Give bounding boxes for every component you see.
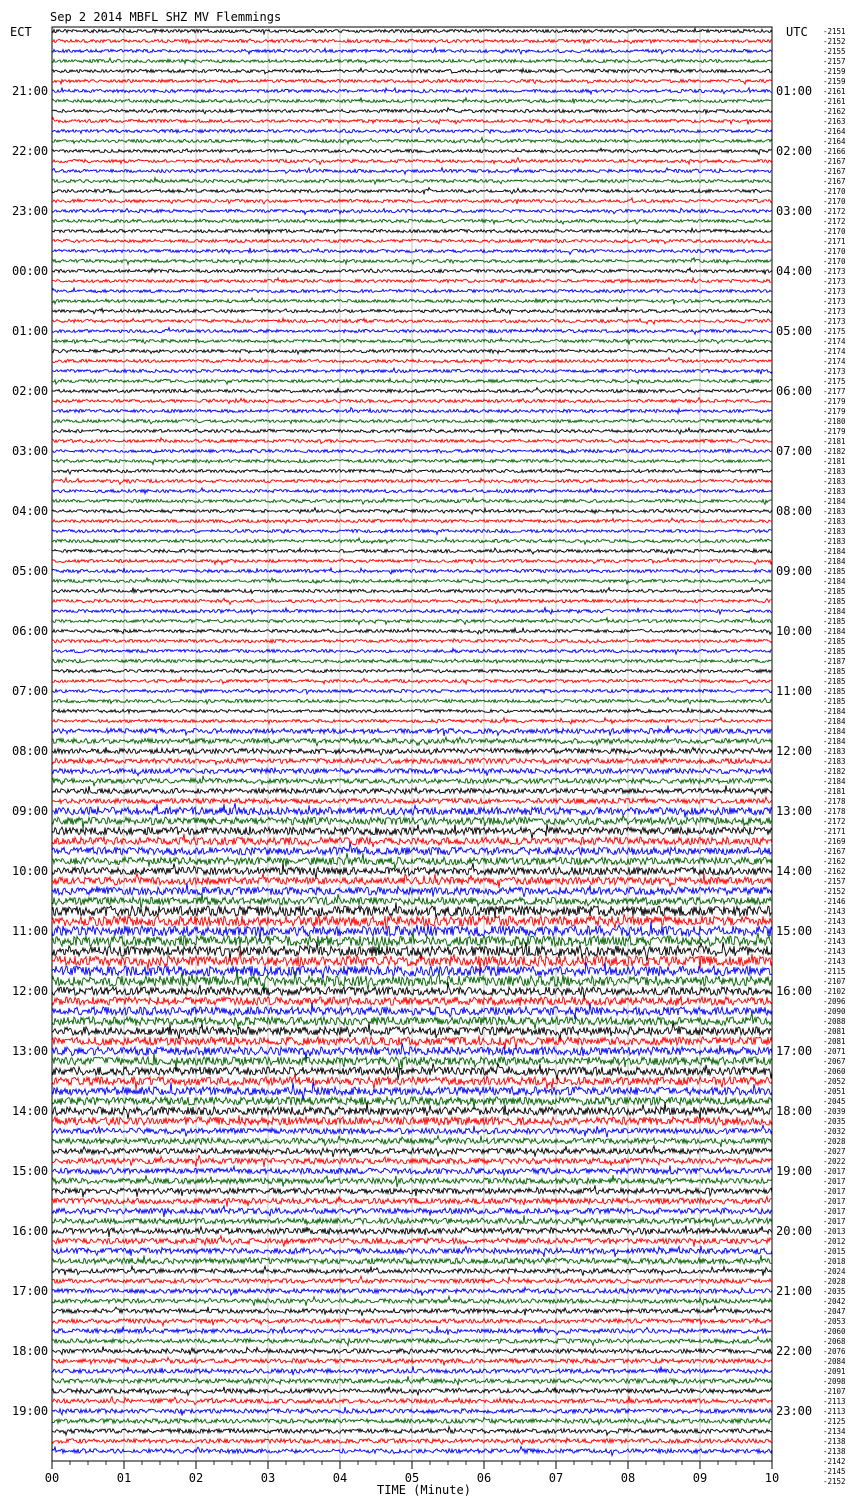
offset-label: -2172 [823, 817, 846, 826]
offset-label: -2174 [823, 347, 846, 356]
right-hour-label: 07:00 [776, 444, 813, 458]
offset-label: -2143 [823, 937, 846, 946]
offset-label: -2173 [823, 287, 846, 296]
right-zone-label: UTC [786, 25, 808, 39]
offset-label: -2143 [823, 927, 846, 936]
offset-label: -2039 [823, 1107, 846, 1116]
offset-label: -2170 [823, 227, 846, 236]
offset-label: -2060 [823, 1067, 846, 1076]
offset-label: -2013 [823, 1227, 846, 1236]
left-hour-label: 14:00 [12, 1104, 49, 1118]
offset-label: -2185 [823, 697, 846, 706]
offset-label: -2076 [823, 1347, 846, 1356]
right-offset-labels [823, 27, 846, 1486]
offset-label: -2115 [823, 967, 846, 976]
x-tick-label: 04 [332, 1471, 348, 1485]
left-hour-label: 03:00 [12, 444, 49, 458]
right-hour-label: 15:00 [776, 924, 813, 938]
offset-label: -2167 [823, 157, 846, 166]
left-hour-label: 13:00 [12, 1044, 49, 1058]
offset-label: -2045 [823, 1097, 846, 1106]
x-tick-label: 07 [548, 1471, 564, 1485]
offset-label: -2181 [823, 457, 846, 466]
chart-title: Sep 2 2014 MBFL SHZ MV Flemmings [50, 10, 282, 24]
offset-label: -2170 [823, 247, 846, 256]
offset-label: -2179 [823, 397, 846, 406]
offset-label: -2173 [823, 277, 846, 286]
offset-label: -2017 [823, 1197, 846, 1206]
offset-label: -2182 [823, 447, 846, 456]
offset-label: -2142 [823, 1457, 846, 1466]
offset-label: -2161 [823, 87, 846, 96]
offset-label: -2184 [823, 497, 846, 506]
right-hour-label: 13:00 [776, 804, 813, 818]
offset-label: -2096 [823, 997, 846, 1006]
left-zone-label: ECT [10, 25, 32, 39]
offset-label: -2167 [823, 847, 846, 856]
offset-label: -2152 [823, 1477, 846, 1486]
offset-label: -2113 [823, 1407, 846, 1416]
x-tick-label: 10 [764, 1471, 780, 1485]
offset-label: -2173 [823, 367, 846, 376]
offset-label: -2169 [823, 837, 846, 846]
offset-label: -2184 [823, 547, 846, 556]
offset-label: -2125 [823, 1417, 846, 1426]
offset-label: -2185 [823, 567, 846, 576]
x-tick-label: 02 [188, 1471, 204, 1485]
offset-label: -2183 [823, 527, 846, 536]
offset-label: -2017 [823, 1187, 846, 1196]
offset-label: -2164 [823, 137, 846, 146]
left-hour-label: 08:00 [12, 744, 49, 758]
offset-label: -2174 [823, 337, 846, 346]
offset-label: -2181 [823, 437, 846, 446]
right-hour-label: 10:00 [776, 624, 813, 638]
offset-label: -2071 [823, 1047, 846, 1056]
right-hour-label: 17:00 [776, 1044, 813, 1058]
offset-label: -2052 [823, 1077, 846, 1086]
offset-label: -2163 [823, 117, 846, 126]
offset-label: -2185 [823, 597, 846, 606]
offset-label: -2180 [823, 417, 846, 426]
right-hour-label: 23:00 [776, 1404, 813, 1418]
left-hour-label: 15:00 [12, 1164, 49, 1178]
offset-label: -2162 [823, 107, 846, 116]
offset-label: -2183 [823, 487, 846, 496]
left-hour-label: 17:00 [12, 1284, 49, 1298]
offset-label: -2138 [823, 1447, 846, 1456]
offset-label: -2088 [823, 1017, 846, 1026]
offset-label: -2134 [823, 1427, 846, 1436]
left-hour-label: 22:00 [12, 144, 49, 158]
offset-label: -2042 [823, 1297, 846, 1306]
offset-label: -2068 [823, 1337, 846, 1346]
x-tick-label: 00 [44, 1471, 60, 1485]
offset-label: -2017 [823, 1167, 846, 1176]
offset-label: -2175 [823, 327, 846, 336]
offset-label: -2098 [823, 1377, 846, 1386]
right-hour-label: 20:00 [776, 1224, 813, 1238]
offset-label: -2060 [823, 1327, 846, 1336]
offset-label: -2167 [823, 167, 846, 176]
right-hour-label: 11:00 [776, 684, 813, 698]
offset-label: -2184 [823, 577, 846, 586]
offset-label: -2184 [823, 627, 846, 636]
left-hour-label: 09:00 [12, 804, 49, 818]
left-hour-label: 06:00 [12, 624, 49, 638]
right-hour-label: 03:00 [776, 204, 813, 218]
left-hour-label: 07:00 [12, 684, 49, 698]
left-hour-label: 23:00 [12, 204, 49, 218]
offset-label: -2173 [823, 267, 846, 276]
offset-label: -2081 [823, 1027, 846, 1036]
offset-label: -2175 [823, 377, 846, 386]
offset-label: -2028 [823, 1137, 846, 1146]
offset-label: -2151 [823, 27, 846, 36]
right-hour-label: 16:00 [776, 984, 813, 998]
offset-label: -2107 [823, 1387, 846, 1396]
offset-label: -2172 [823, 217, 846, 226]
left-hour-label: 16:00 [12, 1224, 49, 1238]
left-hour-label: 01:00 [12, 324, 49, 338]
offset-label: -2185 [823, 677, 846, 686]
x-tick-label: 06 [476, 1471, 492, 1485]
offset-label: -2184 [823, 737, 846, 746]
right-hour-label: 08:00 [776, 504, 813, 518]
left-hour-label: 02:00 [12, 384, 49, 398]
offset-label: -2053 [823, 1317, 846, 1326]
offset-label: -2184 [823, 707, 846, 716]
offset-label: -2185 [823, 617, 846, 626]
left-hour-label: 05:00 [12, 564, 49, 578]
left-hour-label: 10:00 [12, 864, 49, 878]
offset-label: -2173 [823, 307, 846, 316]
offset-label: -2157 [823, 877, 846, 886]
right-hour-label: 05:00 [776, 324, 813, 338]
offset-label: -2173 [823, 317, 846, 326]
offset-label: -2179 [823, 427, 846, 436]
right-hour-label: 19:00 [776, 1164, 813, 1178]
offset-label: -2184 [823, 717, 846, 726]
offset-label: -2187 [823, 657, 846, 666]
offset-label: -2161 [823, 97, 846, 106]
offset-label: -2143 [823, 907, 846, 916]
offset-label: -2162 [823, 867, 846, 876]
offset-label: -2143 [823, 957, 846, 966]
offset-label: -2090 [823, 1007, 846, 1016]
offset-label: -2171 [823, 827, 846, 836]
offset-label: -2170 [823, 257, 846, 266]
offset-label: -2015 [823, 1247, 846, 1256]
offset-label: -2184 [823, 607, 846, 616]
x-axis-label: TIME (Minute) [377, 1483, 471, 1497]
offset-label: -2017 [823, 1207, 846, 1216]
offset-label: -2024 [823, 1267, 846, 1276]
right-hour-label: 01:00 [776, 84, 813, 98]
offset-label: -2183 [823, 537, 846, 546]
x-tick-label: 05 [404, 1471, 420, 1485]
right-hour-labels [776, 84, 812, 1418]
offset-label: -2184 [823, 557, 846, 566]
offset-label: -2179 [823, 407, 846, 416]
right-hour-label: 12:00 [776, 744, 813, 758]
offset-label: -2183 [823, 477, 846, 486]
offset-label: -2028 [823, 1277, 846, 1286]
offset-label: -2138 [823, 1437, 846, 1446]
offset-label: -2164 [823, 127, 846, 136]
offset-label: -2047 [823, 1307, 846, 1316]
offset-label: -2185 [823, 687, 846, 696]
offset-label: -2183 [823, 747, 846, 756]
right-hour-label: 18:00 [776, 1104, 813, 1118]
offset-label: -2084 [823, 1357, 846, 1366]
left-hour-label: 12:00 [12, 984, 49, 998]
offset-label: -2067 [823, 1057, 846, 1066]
offset-label: -2184 [823, 777, 846, 786]
left-hour-label: 11:00 [12, 924, 49, 938]
offset-label: -2027 [823, 1147, 846, 1156]
right-hour-label: 21:00 [776, 1284, 813, 1298]
x-tick-label: 03 [260, 1471, 276, 1485]
offset-label: -2181 [823, 787, 846, 796]
offset-label: -2183 [823, 517, 846, 526]
x-tick-label: 09 [692, 1471, 708, 1485]
left-hour-label: 18:00 [12, 1344, 49, 1358]
offset-label: -2152 [823, 887, 846, 896]
offset-label: -2177 [823, 387, 846, 396]
offset-label: -2178 [823, 797, 846, 806]
right-hour-label: 09:00 [776, 564, 813, 578]
offset-label: -2102 [823, 987, 846, 996]
offset-label: -2012 [823, 1237, 846, 1246]
offset-label: -2171 [823, 237, 846, 246]
offset-label: -2159 [823, 77, 846, 86]
right-hour-label: 02:00 [776, 144, 813, 158]
offset-label: -2185 [823, 647, 846, 656]
left-hour-label: 04:00 [12, 504, 49, 518]
offset-label: -2022 [823, 1157, 846, 1166]
offset-label: -2081 [823, 1037, 846, 1046]
offset-label: -2185 [823, 637, 846, 646]
offset-label: -2170 [823, 197, 846, 206]
offset-label: -2173 [823, 297, 846, 306]
offset-label: -2155 [823, 47, 846, 56]
offset-label: -2017 [823, 1217, 846, 1226]
offset-label: -2152 [823, 37, 846, 46]
offset-label: -2017 [823, 1177, 846, 1186]
offset-label: -2143 [823, 917, 846, 926]
left-hour-label: 19:00 [12, 1404, 49, 1418]
offset-label: -2146 [823, 897, 846, 906]
offset-label: -2157 [823, 57, 846, 66]
offset-label: -2167 [823, 177, 846, 186]
offset-label: -2035 [823, 1287, 846, 1296]
offset-label: -2032 [823, 1127, 846, 1136]
offset-label: -2178 [823, 807, 846, 816]
x-tick-label: 08 [620, 1471, 636, 1485]
offset-label: -2185 [823, 667, 846, 676]
offset-label: -2185 [823, 587, 846, 596]
left-hour-label: 00:00 [12, 264, 49, 278]
offset-label: -2170 [823, 187, 846, 196]
offset-label: -2162 [823, 857, 846, 866]
x-tick-label: 01 [116, 1471, 132, 1485]
offset-label: -2183 [823, 507, 846, 516]
right-hour-label: 14:00 [776, 864, 813, 878]
offset-label: -2091 [823, 1367, 846, 1376]
offset-label: -2159 [823, 67, 846, 76]
offset-label: -2051 [823, 1087, 846, 1096]
offset-label: -2035 [823, 1117, 846, 1126]
offset-label: -2145 [823, 1467, 846, 1476]
right-hour-label: 06:00 [776, 384, 813, 398]
left-hour-label: 21:00 [12, 84, 49, 98]
offset-label: -2174 [823, 357, 846, 366]
offset-label: -2172 [823, 207, 846, 216]
offset-label: -2184 [823, 727, 846, 736]
offset-label: -2166 [823, 147, 846, 156]
left-hour-labels [12, 84, 48, 1418]
offset-label: -2182 [823, 767, 846, 776]
offset-label: -2113 [823, 1397, 846, 1406]
offset-label: -2183 [823, 467, 846, 476]
offset-label: -2183 [823, 757, 846, 766]
offset-label: -2018 [823, 1257, 846, 1266]
offset-label: -2143 [823, 947, 846, 956]
x-axis [45, 1461, 779, 1485]
offset-label: -2107 [823, 977, 846, 986]
right-hour-label: 22:00 [776, 1344, 813, 1358]
right-hour-label: 04:00 [776, 264, 813, 278]
